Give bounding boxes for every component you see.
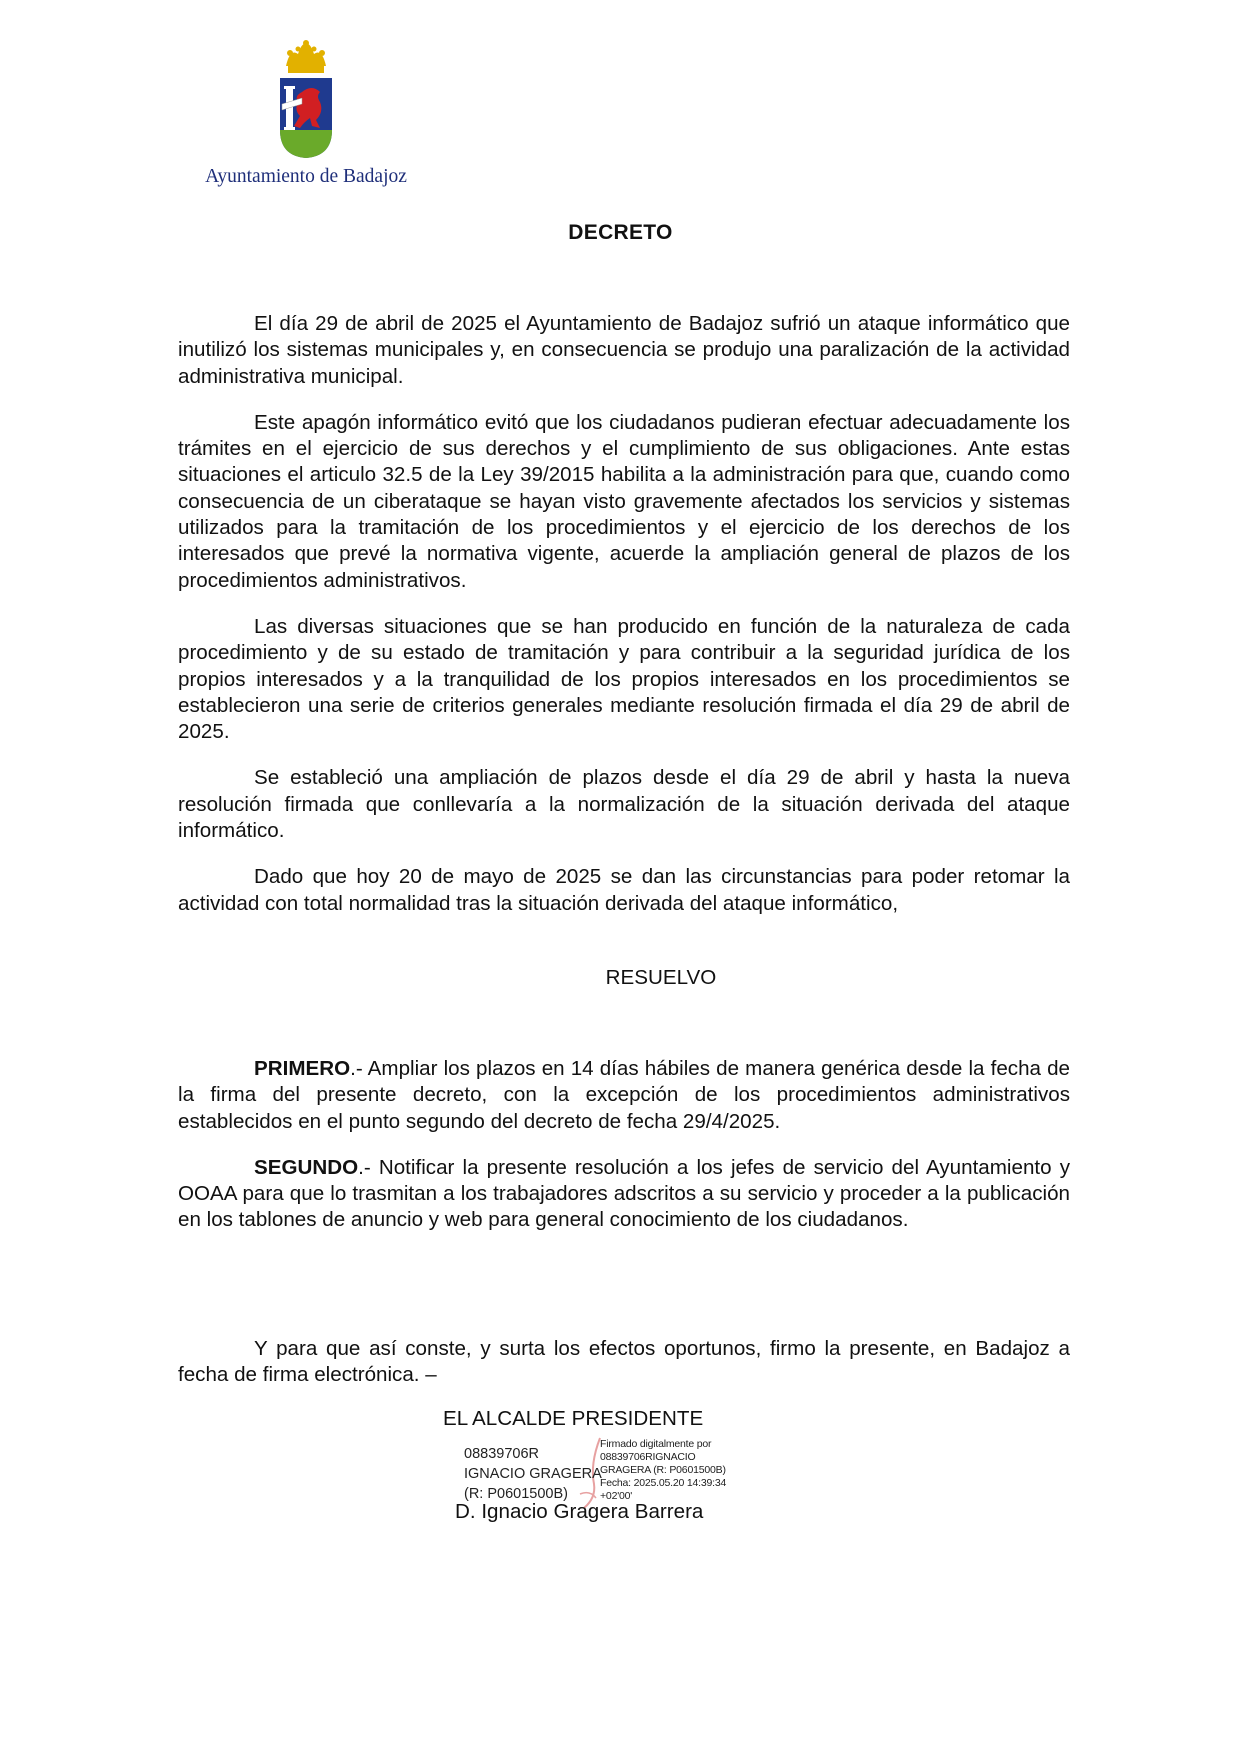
document-title: DECRETO (568, 221, 673, 244)
digital-signature-details (600, 1438, 726, 1503)
closing-paragraph: Y para que así conste, y surta los efectos oportunos, firmo la presente, en Badajoz a fecha de firma electrónica. – (178, 1337, 1070, 1387)
signature-detail-line: +02'00' (600, 1490, 633, 1502)
logo-caption: Ayuntamiento de Badajoz (205, 166, 407, 187)
resolution-body (178, 1056, 1070, 1254)
coat-of-arms-icon (276, 40, 336, 160)
signature-detail-line: Fecha: 2025.05.20 14:39:34 (600, 1477, 727, 1489)
primero-label: PRIMERO (254, 1057, 351, 1080)
closing-body (178, 1336, 1070, 1409)
primero-paragraph (178, 1056, 1070, 1135)
signer-role: EL ALCALDE PRESIDENTE (443, 1407, 704, 1430)
resuelvo-heading: RESUELVO (605, 966, 717, 989)
paragraph: Dado que hoy 20 de mayo de 2025 se dan las circunstancias para poder retomar la actividad con total normalidad tras la situación derivada del ataque informático, (178, 865, 1070, 915)
segundo-text: .- Notificar la presente resolución a los jefes de servicio del Ayuntamiento y OOAA para que lo trasmitan a los trabajadores adscritos a su servicio y proceder a la publicación en los tablones de anuncio y web para general conocimiento de los ciudadanos. (178, 1155, 1070, 1232)
paragraph: Las diversas situaciones que se han producido en función de la naturaleza de cada procedimiento y de su estado de tramitación y para contribuir a la seguridad jurídica de los propios interesados y a la tranquilidad de los propios interesados en los procedimientos se establecieron una serie de criterios generales mediante resolución firmada el día 29 de abril de 2025. (178, 614, 1070, 744)
segundo-paragraph (178, 1155, 1070, 1234)
signature-line: IGNACIO GRAGERA (464, 1466, 602, 1482)
digital-signature-id (464, 1444, 602, 1504)
segundo-label: SEGUNDO (254, 1155, 359, 1179)
signature-detail-line: Firmado digitalmente por (600, 1438, 712, 1450)
signature-line: 08839706R (464, 1446, 539, 1462)
paragraph: Se estableció una ampliación de plazos desde el día 29 de abril y hasta la nueva resolución firmada que conllevaría a la normalización de la situación derivada del ataque informático. (178, 766, 1070, 843)
signature-detail-line: GRAGERA (R: P0601500B) (600, 1464, 726, 1476)
signature-line: (R: P0601500B) (464, 1486, 568, 1502)
paragraph: Este apagón informático evitó que los ciudadanos pudieran efectuar adecuadamente los trámites en el ejercicio de sus derechos y el cumplimiento de sus obligaciones. Ante estas situaciones el articulo 32.5 de la Ley 39/2015 habilita a la administración para que, cuando como consecuencia de un ciberataque se hayan visto gravemente afectados los servicios y sistemas utilizados para la tramitación de los procedimientos y el ejercicio de los derechos de los interesados que prevé la normativa vigente, acuerde la ampliación general de plazos de los procedimientos administrativos. (178, 410, 1070, 592)
document-body (178, 311, 1070, 937)
paragraph: El día 29 de abril de 2025 el Ayuntamiento de Badajoz sufrió un ataque informático que inutilizó los sistemas municipales y, en consecuencia se produjo una paralización de la actividad administrativa municipal. (178, 312, 1070, 388)
signature-detail-line: 08839706RIGNACIO (600, 1451, 696, 1463)
primero-text: .- Ampliar los plazos en 14 días hábiles de manera genérica desde la fecha de la firma del presente decreto, con la excepción de los procedimientos administrativos establecidos en el punto segundo del decreto de fecha 29/4/2025. (178, 1057, 1070, 1133)
signer-name: D. Ignacio Gragera Barrera (455, 1500, 704, 1523)
